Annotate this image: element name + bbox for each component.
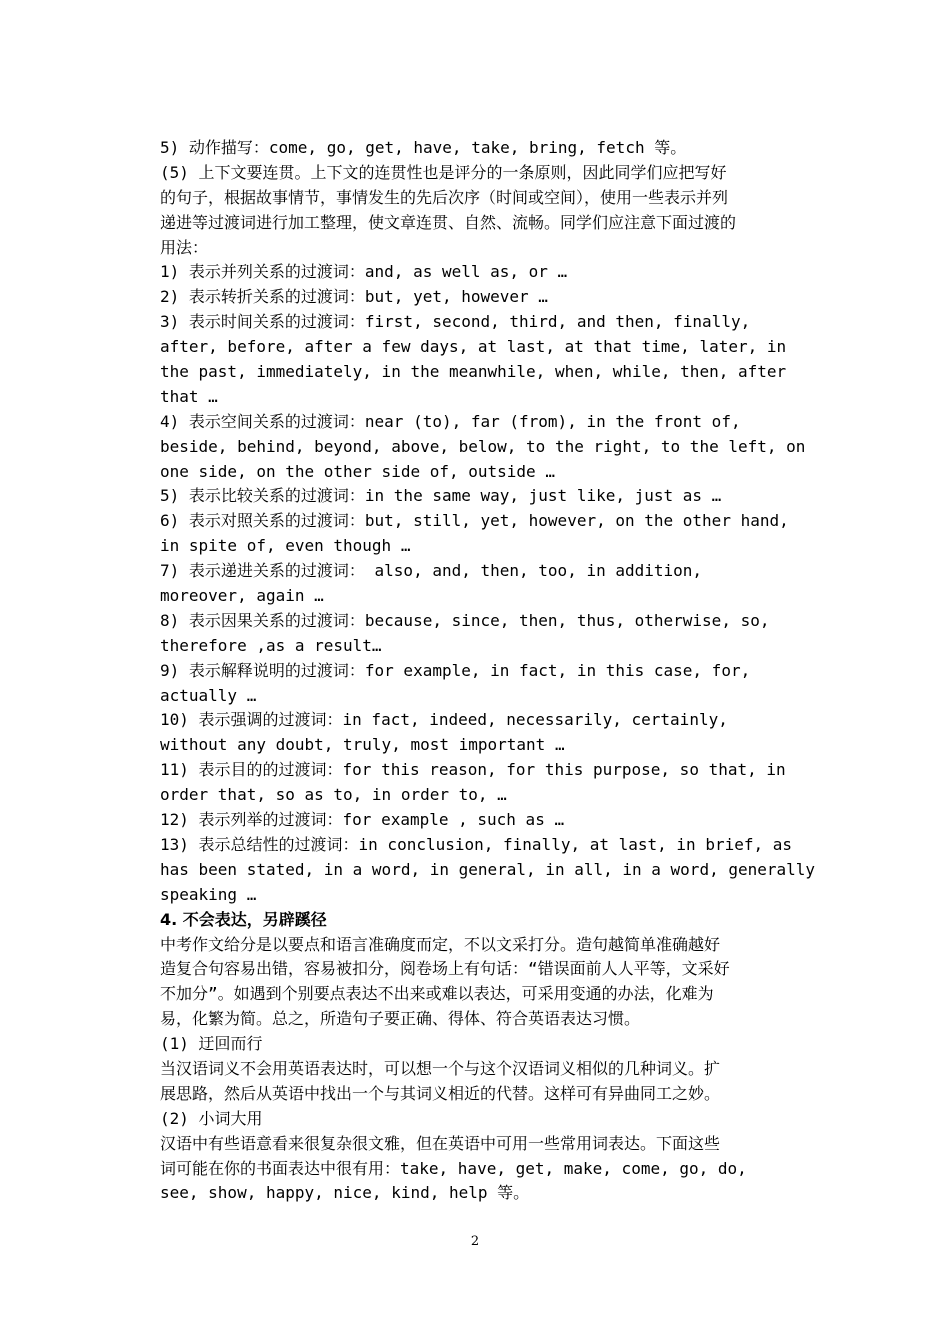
text-line: 1) 表示并列关系的过渡词：and, as well as, or … — [160, 262, 568, 282]
text-line: 中考作文给分是以要点和语言准确度而定，不以文采打分。造句越简单准确越好 — [160, 934, 721, 954]
text-line: in spite of, even though … — [160, 536, 411, 556]
section-heading: 4. 不会表达，另辟蹊径 — [160, 909, 327, 929]
text-line: 易，化繁为简。总之，所造句子要正确、得体、符合英语表达习惯。 — [160, 1009, 641, 1029]
text-line: 9) 表示解释说明的过渡词：for example, in fact, in this case, for, — [160, 660, 751, 680]
text-line: 展思路，然后从英语中找出一个与其词义相近的代替。这样可有异曲同工之妙。 — [160, 1083, 721, 1103]
text-line: see, show, happy, nice, kind, help 等。 — [160, 1183, 530, 1203]
text-line: 3) 表示时间关系的过渡词：first, second, third, and then, finally, — [160, 312, 751, 332]
text-line: 递进等过渡词进行加工整理，使文章连贯、自然、流畅。同学们应注意下面过渡的 — [160, 212, 737, 232]
transition-words-section — [160, 136, 828, 908]
text-line: without any doubt, truly, most important … — [160, 735, 565, 755]
text-line: 4) 表示空间关系的过渡词：near (to), far (from), in the front of, — [160, 411, 741, 431]
text-line: beside, behind, beyond, above, below, to the right, to the left, on — [160, 436, 806, 456]
text-line: 当汉语词义不会用英语表达时，可以想一个与这个汉语词义相似的几种词义。扩 — [160, 1058, 721, 1078]
text-line: moreover, again … — [160, 586, 324, 606]
text-line: speaking … — [160, 884, 257, 904]
text-line: 汉语中有些语意看来很复杂很文雅，但在英语中可用一些常用词表达。下面这些 — [160, 1133, 721, 1153]
text-line: 5) 表示比较关系的过渡词：in the same way, just like, just as … — [160, 486, 722, 506]
text-line: (1) 迂回而行 — [160, 1034, 263, 1054]
text-line: 造复合句容易出错，容易被扣分，阅卷场上有句话：“错误面前人人平等，文采好 — [160, 959, 730, 979]
text-line: 12) 表示列举的过渡词：for example , such as … — [160, 810, 565, 830]
expression-tips-section — [160, 933, 828, 1207]
text-line: 5) 动作描写：come, go, get, have, take, bring, fetch 等。 — [160, 138, 687, 157]
text-line: 11) 表示目的的过渡词：for this reason, for this purpose, so that, in — [160, 760, 786, 780]
text-line: 的句子，根据故事情节，事情发生的先后次序（时间或空间），使用一些表示并列 — [160, 187, 729, 207]
text-line: therefore ,as a result… — [160, 635, 382, 655]
text-line: 不加分”。如遇到个别要点表达不出来或难以表达，可采用变通的办法，化难为 — [160, 984, 714, 1004]
text-line: that … — [160, 386, 218, 406]
text-line: actually … — [160, 685, 257, 705]
text-line: has been stated, in a word, in general, in all, in a word, generally — [160, 859, 816, 879]
text-line: 6) 表示对照关系的过渡词：but, still, yet, however, on the other hand, — [160, 511, 789, 531]
text-line: 8) 表示因果关系的过渡词：because, since, then, thus, otherwise, so, — [160, 610, 770, 630]
text-line: 2) 表示转折关系的过渡词：but, yet, however … — [160, 287, 548, 307]
document-body — [160, 136, 828, 1206]
text-line: 13) 表示总结性的过渡词：in conclusion, finally, at last, in brief, as — [160, 834, 793, 854]
text-line: 10) 表示强调的过渡词：in fact, indeed, necessarily, certainly, — [160, 710, 728, 730]
page-number: 2 — [470, 1234, 480, 1249]
text-line: (2) 小词大用 — [160, 1108, 263, 1128]
text-line: order that, so as to, in order to, … — [160, 785, 507, 805]
text-line: 用法： — [160, 237, 209, 257]
text-line: the past, immediately, in the meanwhile, when, while, then, after — [160, 362, 787, 382]
text-line: 词可能在你的书面表达中很有用：take, have, get, make, come, go, do, — [160, 1158, 747, 1178]
text-line: (5) 上下文要连贯。上下文的连贯性也是评分的一条原则，因此同学们应把写好 — [160, 162, 727, 182]
text-line: one side, on the other side of, outside … — [160, 461, 555, 481]
text-line: 7) 表示递进关系的过渡词： also, and, then, too, in addition, — [160, 561, 703, 581]
text-line: after, before, after a few days, at last, at that time, later, in — [160, 337, 787, 357]
